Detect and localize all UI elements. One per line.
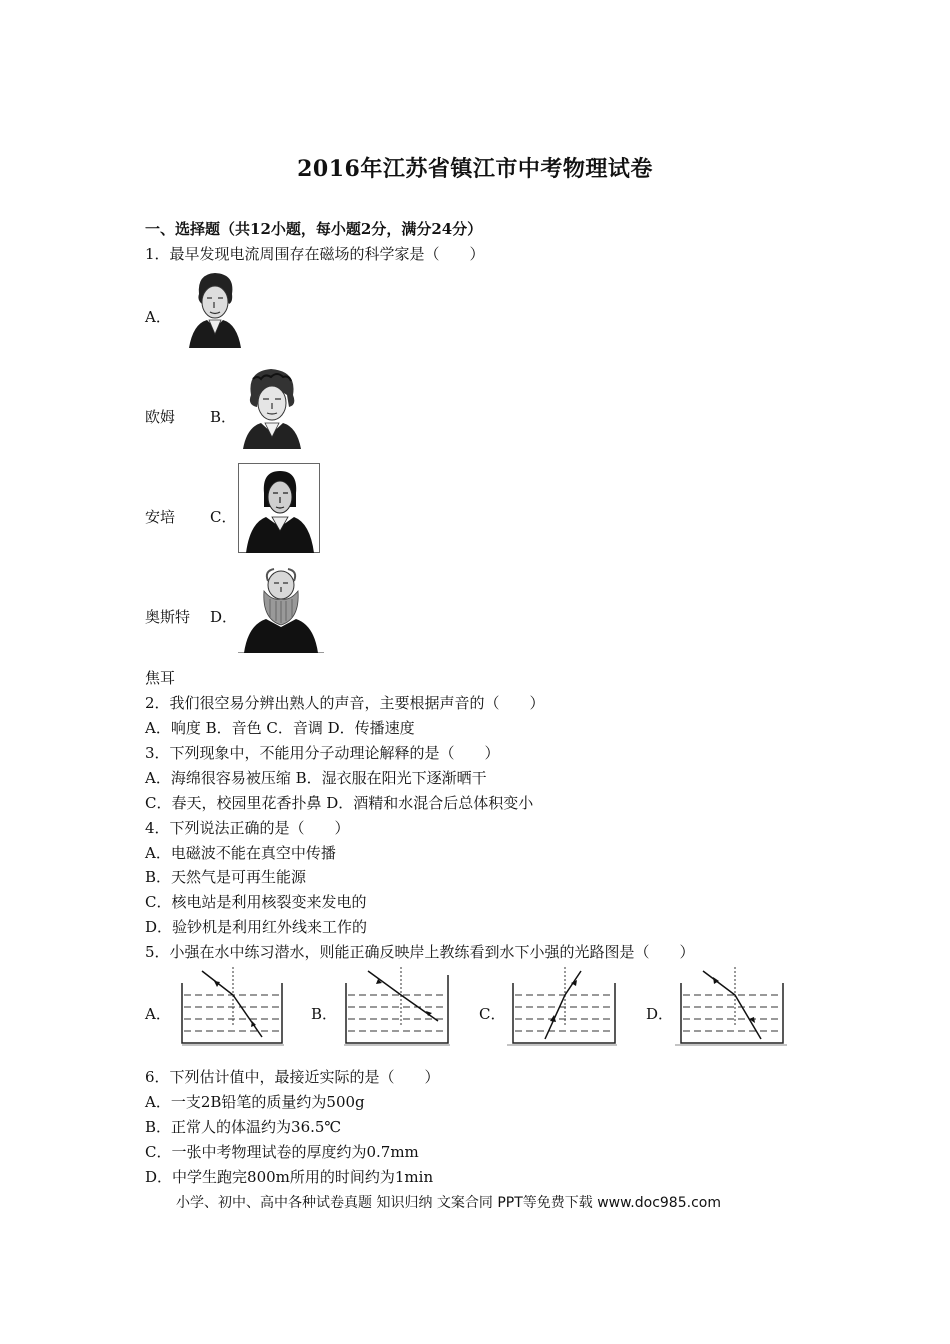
question-1-stem: 1．最早发现电流周围存在磁场的科学家是（ ） [145, 245, 485, 263]
light-path-diagram-a [170, 965, 288, 1053]
question-5-stem: 5．小强在水中练习潜水，则能正确反映岸上教练看到水下小强的光路图是（ ） [145, 943, 695, 961]
question-4-stem: 4．下列说法正确的是（ ） [145, 819, 350, 837]
question-3-stem: 3．下列现象中，不能用分子动理论解释的是（ ） [145, 744, 500, 762]
q5-option-b-label: B． [311, 1005, 338, 1023]
q5-option-d-label: D． [646, 1005, 674, 1023]
portrait-a-image [185, 268, 245, 348]
section-heading: 一、选择题（共12小题，每小题2分，满分24分） [145, 220, 483, 238]
portrait-c-image [238, 463, 320, 553]
question-6-option-a: A．一支2B铅笔的质量约为500g [145, 1093, 365, 1111]
page-footer: 小学、初中、高中各种试卷真题 知识归纳 文案合同 PPT等免费下载 www.doc985.com [176, 1195, 721, 1211]
light-path-diagram-c [505, 965, 623, 1053]
question-4-option-a: A．电磁波不能在真空中传播 [145, 844, 336, 862]
question-2-options: A．响度 B．音色 C．音调 D．传播速度 [145, 719, 415, 737]
question-3-options-line2: C．春天，校园里花香扑鼻 D．酒精和水混合后总体积变小 [145, 794, 534, 812]
q1-name-a: 欧姆 [145, 408, 176, 426]
question-6-option-d: D．中学生跑完800m所用的时间约为1min [145, 1168, 434, 1186]
question-4-option-d: D．验钞机是利用红外线来工作的 [145, 918, 368, 936]
q1-name-b: 安培 [145, 508, 176, 526]
q1-option-b-label: B． [210, 408, 237, 426]
question-6-option-c: C．一张中考物理试卷的厚度约为0.7mm [145, 1143, 419, 1161]
q1-name-c: 奥斯特 [145, 608, 191, 626]
light-path-diagram-b [338, 965, 456, 1053]
page-title: 2016年江苏省镇江市中考物理试卷 [297, 156, 653, 182]
question-6-stem: 6．下列估计值中，最接近实际的是（ ） [145, 1068, 440, 1086]
q1-name-d: 焦耳 [145, 669, 176, 687]
q1-option-d-label: D． [210, 608, 238, 626]
q5-option-c-label: C． [479, 1005, 506, 1023]
question-3-options-line1: A．海绵很容易被压缩 B．湿衣服在阳光下逐渐晒干 [145, 769, 487, 787]
light-path-diagram-d [673, 965, 791, 1053]
question-4-option-b: B．天然气是可再生能源 [145, 868, 307, 886]
q1-option-c-label: C． [210, 508, 237, 526]
portrait-b-image [239, 365, 305, 449]
portrait-d-image [238, 563, 324, 653]
question-4-option-c: C．核电站是利用核裂变来发电的 [145, 893, 367, 911]
q1-option-a-label: A． [145, 308, 171, 326]
question-6-option-b: B．正常人的体温约为36.5℃ [145, 1118, 342, 1136]
question-2-stem: 2．我们很空易分辨出熟人的声音，主要根据声音的（ ） [145, 694, 545, 712]
q5-option-a-label: A． [145, 1005, 171, 1023]
